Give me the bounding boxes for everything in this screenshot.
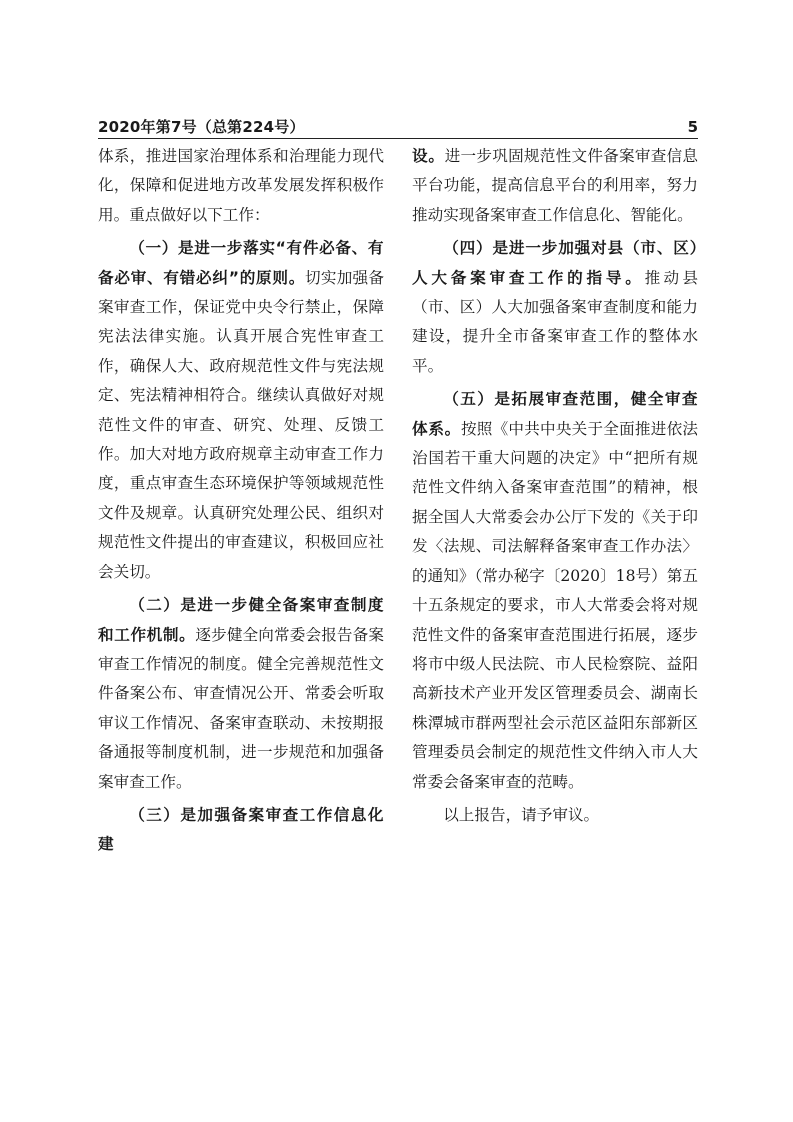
right-column: [412, 142, 698, 834]
paragraph-item-5: [412, 385, 698, 797]
item-3-body: 进一步巩固规范性文件备案审查信息平台功能，提高信息平台的利用率，努力推动实现备案审查工作信息化、智能化。: [412, 147, 698, 224]
paragraph-closing: 以上报告，请予审议。: [443, 805, 600, 824]
item-2-body: 逐步健全向常委会报告备案审查工作情况的制度。健全完善规范性文件备案公布、审查情况公开、常委会听取审议工作情况、备案审查联动、未按期报备通报等制度机制，进一步规范和加强备案审查工作。: [98, 625, 384, 791]
item-1-heading: （一）是进一步落实“有件必备、有备必审、有错必纠”的原则。: [98, 239, 384, 287]
paragraph-item-3-start: [98, 801, 384, 860]
left-column: [98, 142, 384, 864]
paragraph-item-2: [98, 591, 384, 797]
item-3-heading: （三）是加强备案审查工作信息化建: [98, 805, 384, 854]
journal-issue-title: 2020年第7号（总第224号）: [98, 118, 305, 136]
item-5-body: 按照《中共中央关于全面推进依法治国若干重大问题的决定》中“把所有规范性文件纳入备案审查范围”的精神，根据全国人大常委会办公厅下发的《关于印发〈法规、司法解释备案审查工作办法〉的通知》（常办秘字〔2020〕18号）第五十五条规定的要求，市人大常委会将对规范性文件的备案审查范围进行拓展，逐步将市中级人民法院、市人民检察院、益阳高新技术产业开发区管理委员会、湖南长株潭城市群两型社会示范区益阳东部新区管理委员会制定的规范性文件纳入市人大常委会备案审查的范畴。: [412, 419, 698, 791]
paragraph-item-4: [412, 234, 698, 381]
paragraph-item-1: [98, 234, 384, 587]
item-5-heading: （五）是拓展审查范围，健全审查体系。: [412, 390, 698, 438]
item-3-heading-continued: 设。: [412, 147, 445, 165]
page-number: 5: [687, 118, 698, 136]
item-1-body: 切实加强备案审查工作，保证党中央令行禁止，保障宪法法律实施。认真开展合宪性审查工作，确保人大、政府规范性文件与宪法规定、宪法精神相符合。继续认真做好对规范性文件的审查、研究、处理、反馈工作。加大对地方政府规章主动审查工作力度，重点审查生态环境保护等领域规范性文件及规章。认真研究处理公民、组织对规范性文件提出的审查建议，积极回应社会关切。: [98, 268, 384, 581]
header-rule: [98, 138, 698, 139]
item-2-heading: （二）是进一步健全备案审查制度和工作机制。: [98, 596, 384, 644]
paragraph-intro-continued: 体系，推进国家治理体系和治理能力现代化，保障和促进地方改革发展发挥积极作用。重点做好以下工作：: [98, 147, 384, 224]
item-4-heading: （四）是进一步加强对县（市、区）人大备案审查工作的指导。: [412, 239, 698, 287]
paragraph-item-3-continued: [412, 142, 698, 230]
item-4-body: 推动县（市、区）人大加强备案审查制度和能力建设，提升全市备案审查工作的整体水平。: [412, 268, 698, 375]
